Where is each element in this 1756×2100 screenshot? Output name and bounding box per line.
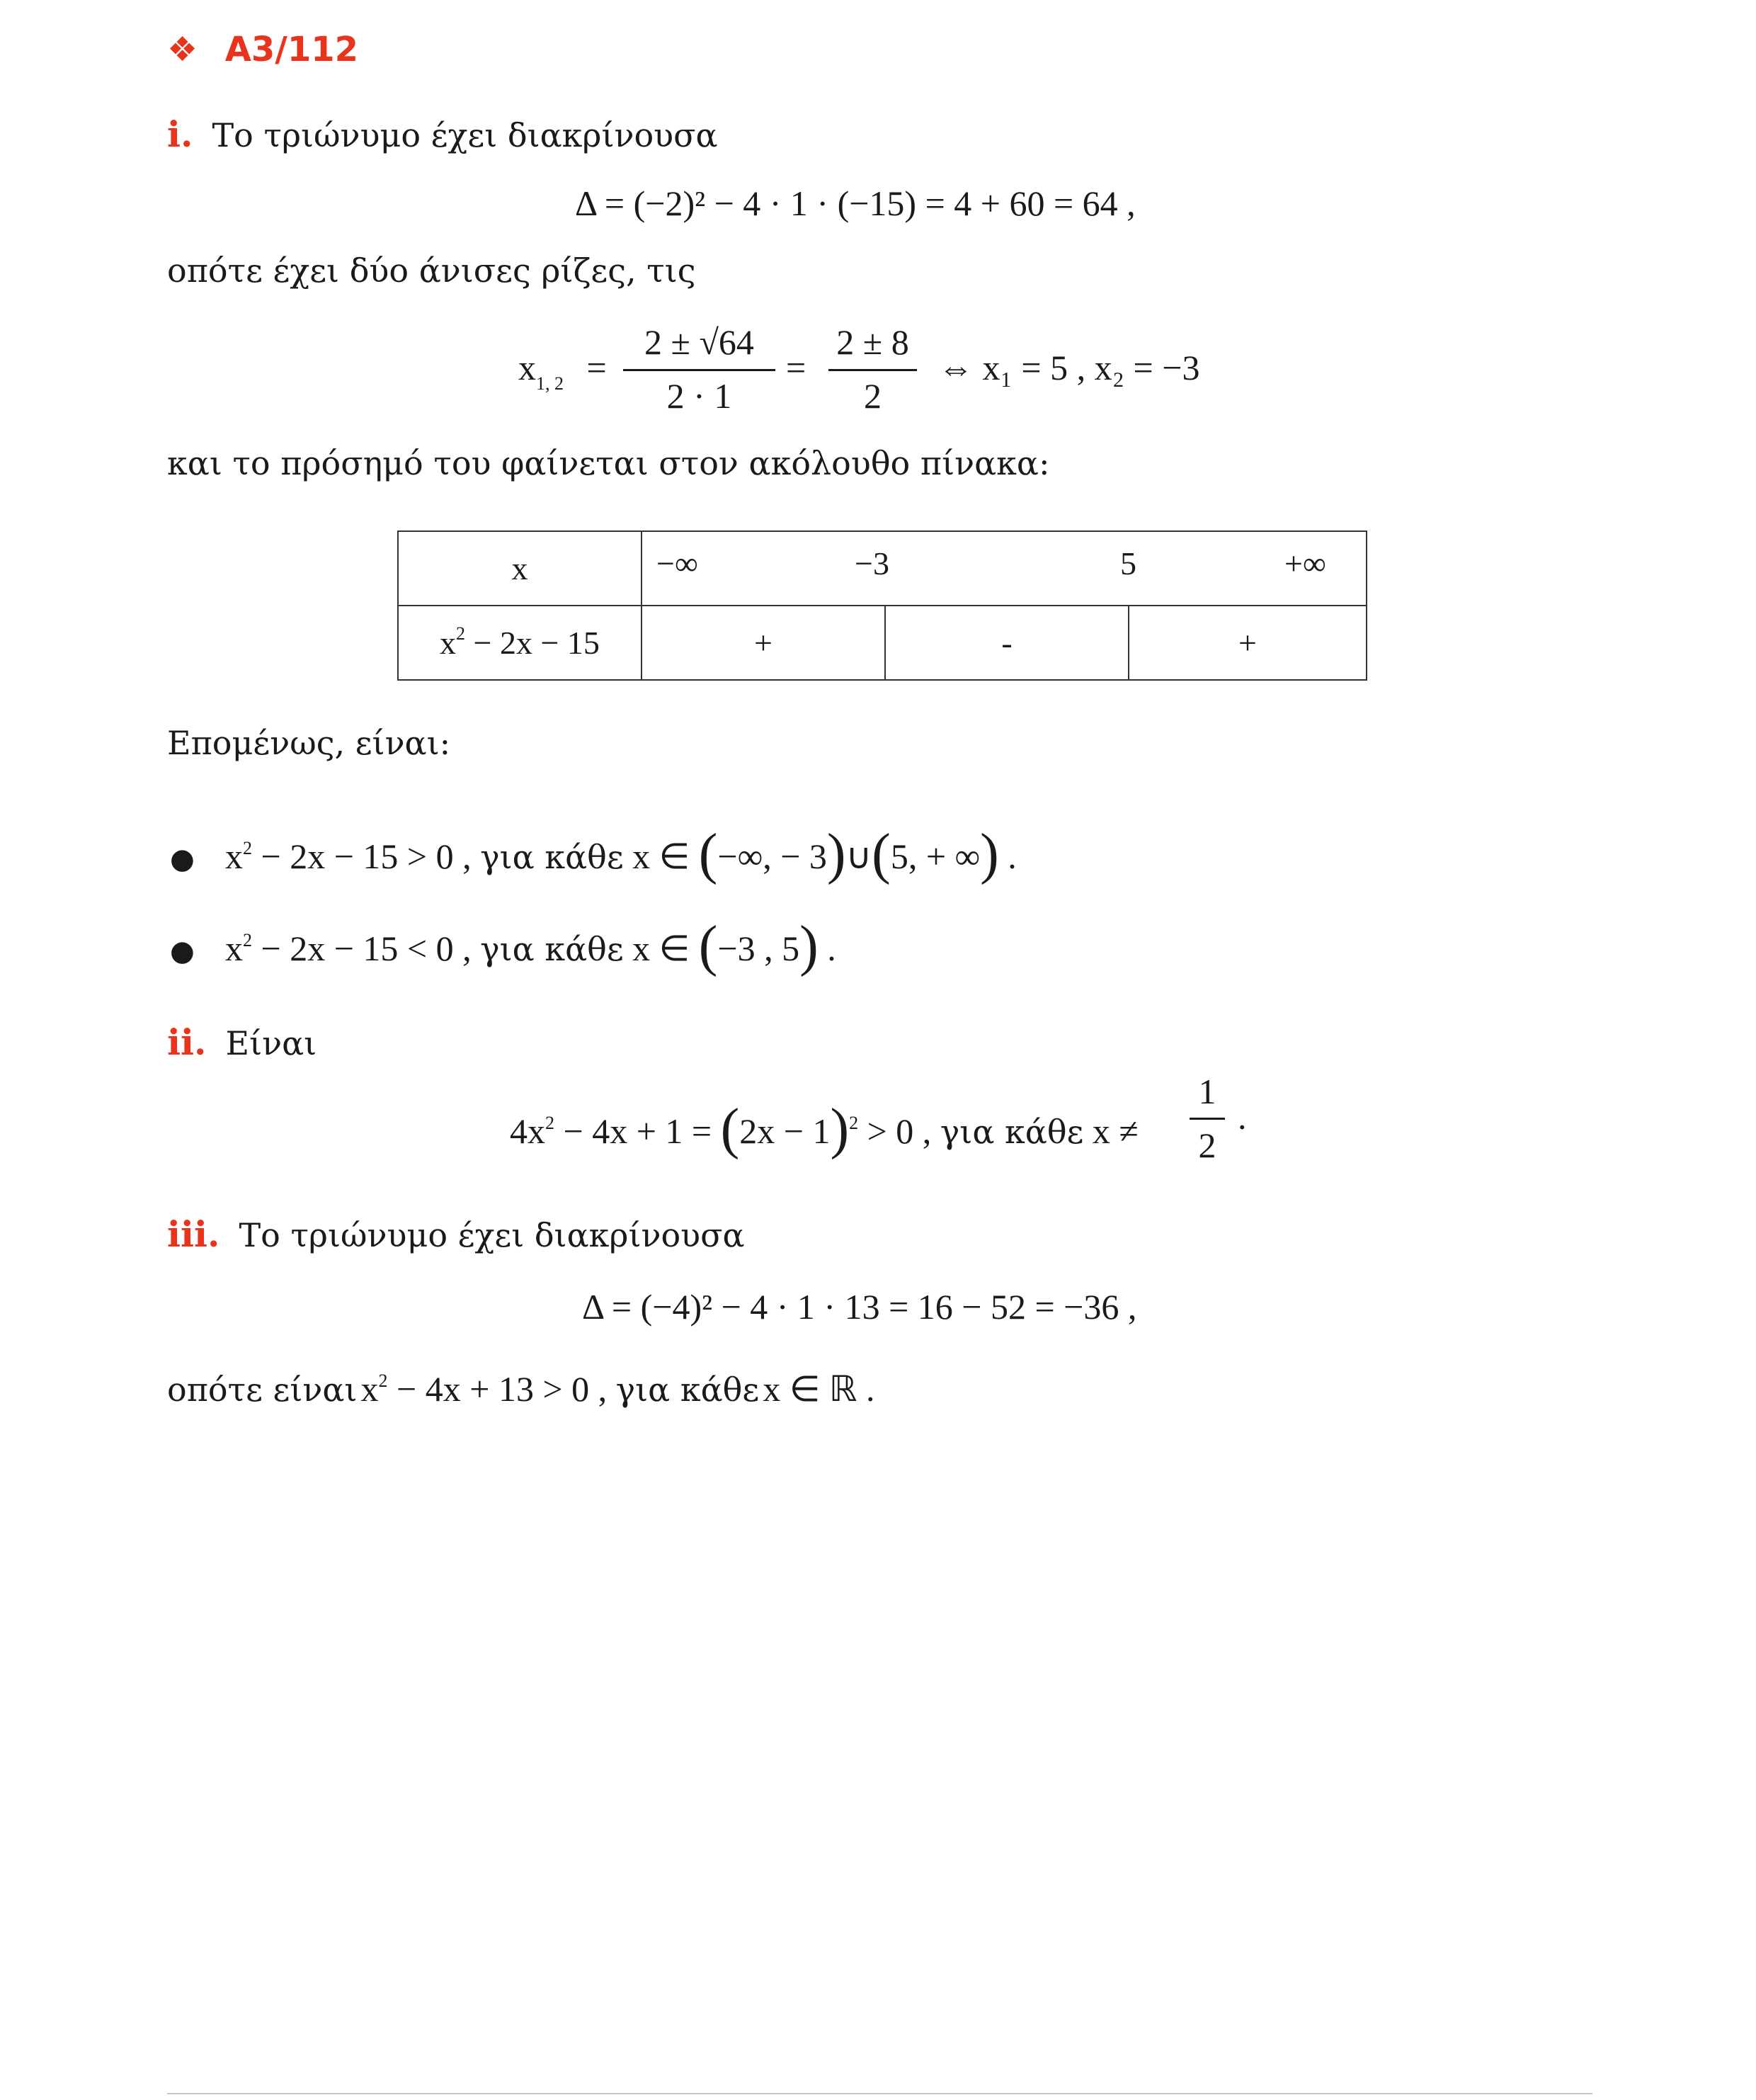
frac2-numerator: 2 ± 8 [836, 322, 909, 362]
bullet-2 [170, 914, 836, 977]
therefore-text: Επομένως, είναι: [167, 724, 451, 762]
part-ii-equation: $4x^2 - 4x + 1 = (2x - 1)^2 > 0$ , για κάθε x ≠ [510, 1098, 1139, 1160]
footer-rule [167, 2093, 1592, 2094]
sign-table [397, 530, 1367, 681]
diamond-marker-icon: ❖ [167, 30, 198, 69]
part-ii-frac-denominator: 2 [1198, 1125, 1216, 1165]
root-value: −3 [855, 545, 889, 581]
sign-table-x-values [642, 531, 1367, 606]
part-ii-label: ii. [167, 1021, 207, 1063]
roots-lhs: $x_{1, 2}$ = [518, 348, 607, 394]
part-ii-frac-numerator: 1 [1198, 1072, 1216, 1111]
part-iii-intro: Το τριώνυμο έχει διακρίνουσα [239, 1216, 745, 1254]
sign-cell: - [885, 606, 1129, 680]
roots-result: ⇔ x₁ = 5 , x₂ = −3 [938, 348, 1200, 387]
part-i-intro-line [167, 113, 718, 155]
frac2-line [828, 369, 917, 371]
frac1-line [623, 369, 775, 371]
roots-intro: οπότε έχει δύο άνισες ρίζες, τις [167, 251, 696, 290]
bullet-2-text: $x^2 - 2x - 15 < 0$ , για κάθε x ∈ (−3 , 5) . [225, 915, 836, 977]
bullet-1 [170, 822, 1017, 885]
part-i-intro: Το τριώνυμο έχει διακρίνουσα [212, 116, 718, 154]
sign-cell: + [1129, 606, 1367, 680]
sign-table-x-label: x [398, 531, 642, 606]
root-value: +∞ [1284, 545, 1326, 581]
sign-table-poly-label: $x^2 - 2x - 15$ [398, 606, 642, 680]
part-ii-intro-line [167, 1021, 317, 1063]
bullet-icon: ● [170, 935, 195, 967]
part-iii-conclusion: οπότε είναι $x^2 - 4x + 13 > 0$ , για κάθε x ∈ ℝ . [167, 1369, 875, 1409]
root-value: 5 [1120, 545, 1136, 581]
frac1-numerator: 2 ± √64 [644, 322, 754, 362]
frac2-denominator: 2 [864, 376, 882, 416]
root-value: −∞ [656, 545, 698, 581]
discriminant-iii: Δ = (−4)² − 4 · 1 · 13 = 16 − 52 = −36 , [582, 1287, 1137, 1327]
sign-cell: + [642, 606, 885, 680]
part-iii-intro-line [167, 1213, 745, 1255]
sign-table-row-poly [398, 606, 1367, 680]
section-header [167, 30, 358, 69]
bullet-1-text: $x^2 - 2x - 15 > 0$ , για κάθε x ∈ (−∞, − 3)∪(5, + ∞) . [225, 823, 1017, 885]
part-ii-frac-line [1190, 1118, 1225, 1120]
section-title: A3/112 [224, 30, 359, 69]
part-ii-intro: Είναι [225, 1024, 317, 1062]
part-i-label: i. [167, 113, 193, 155]
part-iii-label: iii. [167, 1213, 220, 1255]
table-intro: και το πρόσημό του φαίνεται στον ακόλουθο πίνακα: [167, 444, 1050, 482]
sign-table-row-x [398, 531, 1367, 606]
equals-sign: = [786, 348, 806, 387]
frac1-denominator: 2 · 1 [666, 376, 732, 416]
part-ii-end: . [1238, 1097, 1247, 1137]
discriminant-i: Δ = (−2)² − 4 · 1 · (−15) = 4 + 60 = 64 , [575, 183, 1136, 223]
bullet-icon: ● [170, 843, 195, 875]
